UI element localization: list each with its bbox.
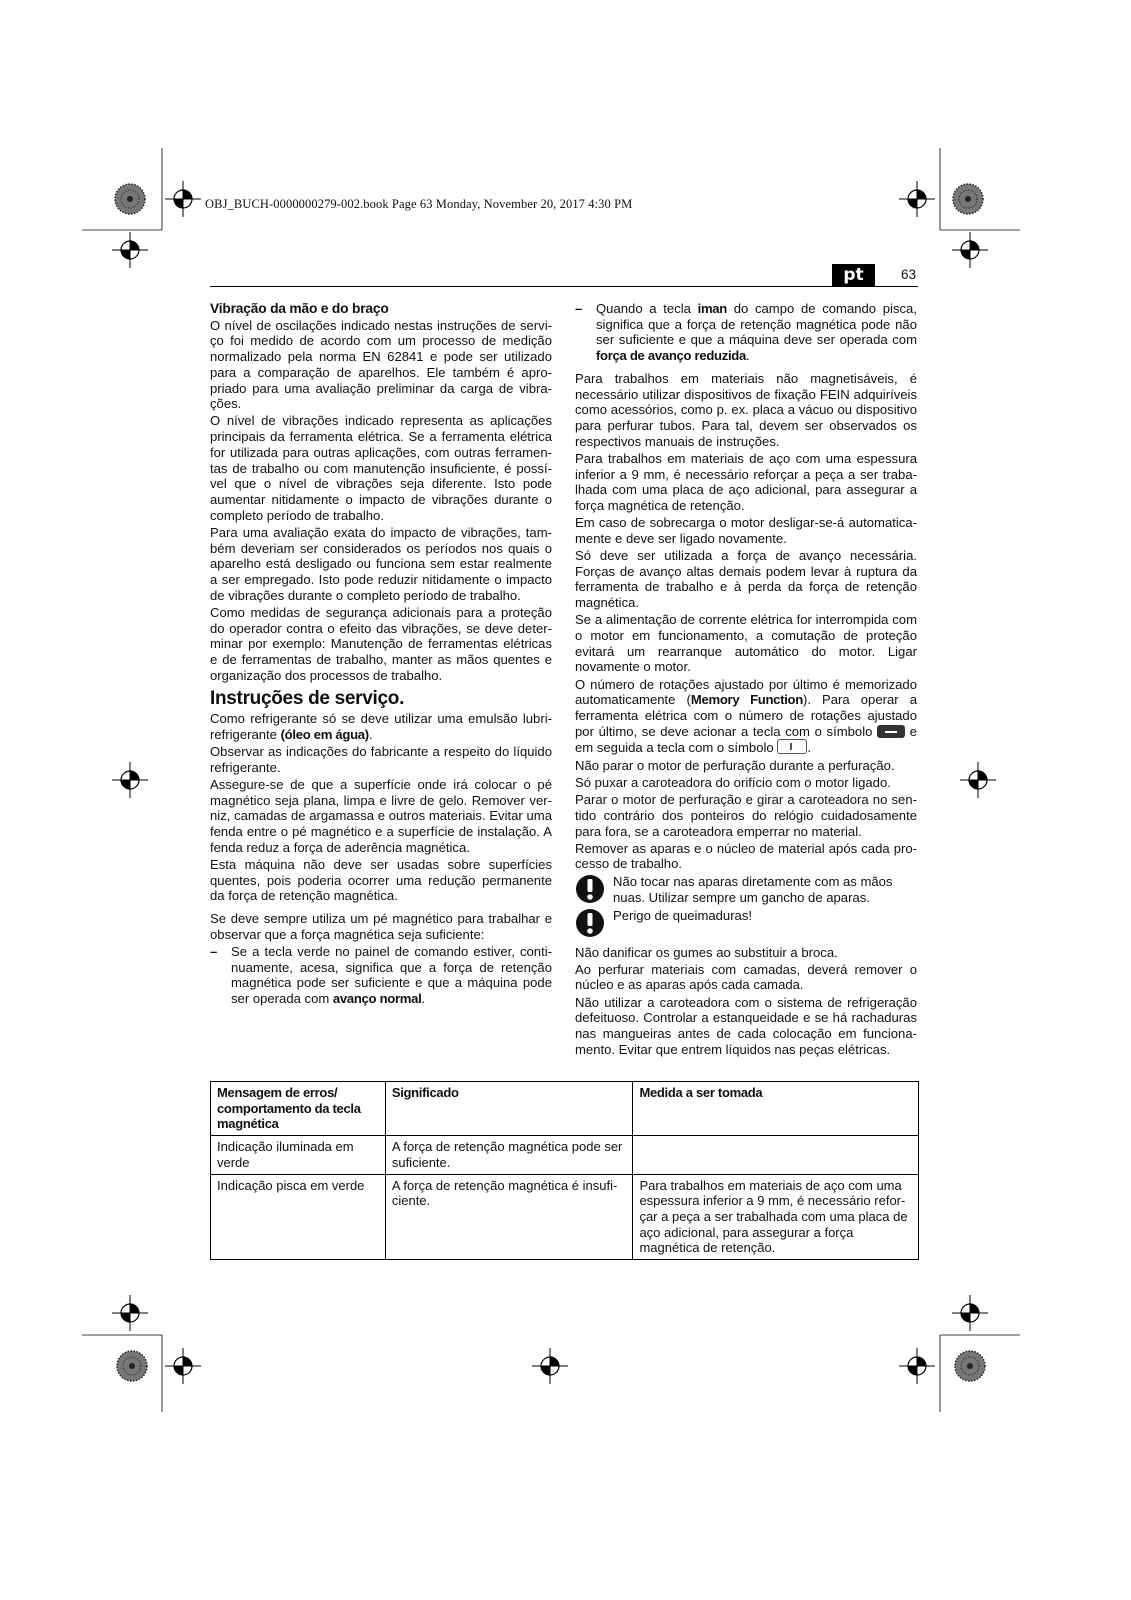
exclamation-circle-icon <box>575 874 613 904</box>
registration-mark-icon <box>165 1348 201 1384</box>
color-target-icon <box>117 1351 147 1381</box>
header-rule <box>210 286 918 287</box>
color-target-icon <box>953 184 983 214</box>
paragraph: O número de rotações ajustado por último é memorizado automaticamente (Memory Function). Para operar a ferramenta elétrica com o número de rotações ajustado por último, se deve acionar a tecla com o símbolo e em seguida a tecla com o símbolo . <box>575 676 918 756</box>
column-header: Mensagem de erros/ comportamento da tecla magnética <box>211 1082 386 1136</box>
bar-key-icon <box>777 739 807 754</box>
paragraph: Como refrigerante só se deve utilizar uma emulsão lubrirefrigerante (óleo em água). <box>210 711 552 742</box>
table-row <box>211 1136 919 1174</box>
column-header: Medida a ser tomada <box>633 1082 919 1136</box>
paragraph: Para uma avaliação exata do impacto de vibrações, também deveriam ser considerados os períodos nos quais o aparelho está desligado ou funciona sem estar realmente a ser empregado. Isto pode reduzir nitidamente o impacto de vibrações durante o completo período de trabalho. <box>210 524 552 603</box>
registration-mark-icon <box>899 1348 935 1384</box>
language-badge: pt <box>832 264 875 286</box>
paragraph: Para trabalhos em materiais de aço com uma espessura inferior a 9 mm, é necessário reforçar a peça a ser trabalhada com uma placa de aço adicional, para assegurar a força magnética de retenção. <box>575 450 917 513</box>
registration-mark-icon <box>112 232 148 268</box>
paragraph: Não parar o motor de perfuração durante a perfuração. <box>575 757 895 773</box>
section-title-instructions: Instruções de serviço. <box>210 688 405 710</box>
left-column <box>210 301 552 1008</box>
paragraph: Em caso de sobrecarga o motor desligar-se-á automaticamente e deve ser ligado novamente. <box>575 515 917 546</box>
file-info-header: OBJ_BUCH-0000000279-002.book Page 63 Monday, November 20, 2017 4:30 PM <box>205 197 633 211</box>
warning-notice: Não tocar nas aparas diretamente com as mãos nuas. Utilizar sempre um gancho de aparas. <box>575 874 917 905</box>
paragraph: Se deve sempre utiliza um pé magnético para trabalhar e observar que a força magnética seja suficiente: <box>210 911 552 942</box>
paragraph: Assegure-se de que a superfície onde irá colocar o pé magnético seja plana, limpa e livre de gelo. Remover verniz, camadas de argamassa e outros materiais. Evitar uma fenda entre o pé magnético e a superfície de instalação. A fenda reduz a força de aderência magnética. <box>210 776 552 855</box>
registration-mark-icon <box>532 1348 568 1384</box>
list-item: – Quando a tecla iman do campo de comando pisca, significa que a força de retenção magnética pode não ser suficiente e que a máquina deve ser operada com força de avanço reduzida. <box>575 301 917 364</box>
exclamation-circle-icon <box>575 908 613 938</box>
paragraph: Só deve ser utilizada a força de avanço necessária. Forças de avanço altas demais podem levar à ruptura da ferramenta de trabalho e à perda da força de retenção magnética. <box>575 548 917 611</box>
registration-mark-icon <box>165 181 201 217</box>
paragraph: Remover as aparas e o núcleo de material após cada processo de trabalho. <box>575 840 917 872</box>
table-header-row <box>211 1082 919 1136</box>
paragraph: Se a alimentação de corrente elétrica for interrompida com o motor em funcionamento, a comutação de proteção evitará um rearranque automático do motor. Ligar novamente o motor. <box>575 612 917 675</box>
color-target-icon <box>115 184 145 214</box>
registration-mark-icon <box>960 762 996 798</box>
paragraph: Ao perfurar materiais com camadas, deverá remover o núcleo e as aparas após cada camada. <box>575 961 917 993</box>
paragraph: Como medidas de segurança adicionais para a proteção do operador contra o efeito das vibrações, se deve determinar por exemplo: Manutenção de ferramentas elétricas e de ferramentas de trabalho, manter as mãos quentes e organização dos processos de trabalho. <box>210 604 552 683</box>
paragraph: Esta máquina não deve ser usadas sobre superfícies quentes, pois poderia ocorrer uma redução permanente da força de retenção magnética. <box>210 856 552 904</box>
registration-mark-icon <box>112 1295 148 1331</box>
table-cell <box>633 1136 919 1174</box>
paragraph: O nível de oscilações indicado nestas instruções de serviço foi medido de acordo com um processo de medição normalizado pela norma EN 62841 e pode ser utilizado para a comparação de aparelhos. Ele também é apropriado para uma avaliação preliminar da carga de vibrações. <box>210 317 552 412</box>
right-column <box>575 301 917 1059</box>
registration-mark-icon <box>952 232 988 268</box>
paragraph: Não utilizar a caroteadora com o sistema de refrigeração defeituoso. Controlar a estanqueidade e se há rachaduras nas mangueiras antes de cada colocação em funcionamento. Evitar que entrem líquidos nas peças elétricas. <box>575 994 917 1057</box>
paragraph: Para trabalhos em materiais não magnetisáveis, é necessário utilizar dispositivos de fixação FEIN adquiríveis como acessórios, como p. ex. placa a vácuo ou dispositivo para perfurar tubos. Para tal, devem ser observados os respectivos manuais de instruções. <box>575 370 917 449</box>
color-target-icon <box>955 1351 985 1381</box>
paragraph: O nível de vibrações indicado representa as aplicações principais da ferramenta elétrica. Se a ferramenta elétrica for utilizada para outras aplicações, com outras ferramentas de trabalho ou com manutenção insuficiente, é possível que o nível de vibrações seja diferente. Isto pode aumentar nitidamente o impacto de vibrações durante o completo período de trabalho. <box>210 413 552 523</box>
registration-mark-icon <box>899 181 935 217</box>
table-cell: A força de retenção magnética é insuficiente. <box>385 1174 633 1260</box>
table-cell: A força de retenção magnética pode ser suficiente. <box>385 1136 633 1174</box>
minus-key-icon <box>877 725 905 738</box>
registration-mark-icon <box>112 762 148 798</box>
table-cell: Para trabalhos em materiais de aço com uma espessura inferior a 9 mm, é necessário reforçar a peça a ser trabalhada com uma placa de aço adicional, para assegurar a força magnética de retenção. <box>633 1174 919 1260</box>
column-header: Significado <box>385 1082 633 1136</box>
error-messages-table <box>210 1081 919 1260</box>
table-cell: Indicação pisca em verde <box>211 1174 386 1260</box>
list-item: – Se a tecla verde no painel de comando estiver, continuamente, acesa, significa que a força de retenção magnética pode ser suficiente e que a máquina pode ser operada com avanço normal. <box>210 943 552 1007</box>
paragraph: Não danificar os gumes ao substituir a broca. <box>575 944 838 960</box>
paragraph: Parar o motor de perfuração e girar a caroteadora no sentido contrário dos ponteiros do relógio cuidadosamente para fora, se a caroteadora emperrar no material. <box>575 792 917 839</box>
table-cell: Indicação iluminada em verde <box>211 1136 386 1174</box>
warning-notice: Perigo de queimaduras! <box>575 908 917 938</box>
page-number: 63 <box>901 267 917 282</box>
table-row <box>211 1174 919 1260</box>
section-title-vibration: Vibração da mão e do braço <box>210 301 389 316</box>
paragraph: Observar as indicações do fabricante a respeito do líquido refrigerante. <box>210 743 552 775</box>
registration-mark-icon <box>952 1295 988 1331</box>
paragraph: Só puxar a caroteadora do orifício com o motor ligado. <box>575 774 891 790</box>
